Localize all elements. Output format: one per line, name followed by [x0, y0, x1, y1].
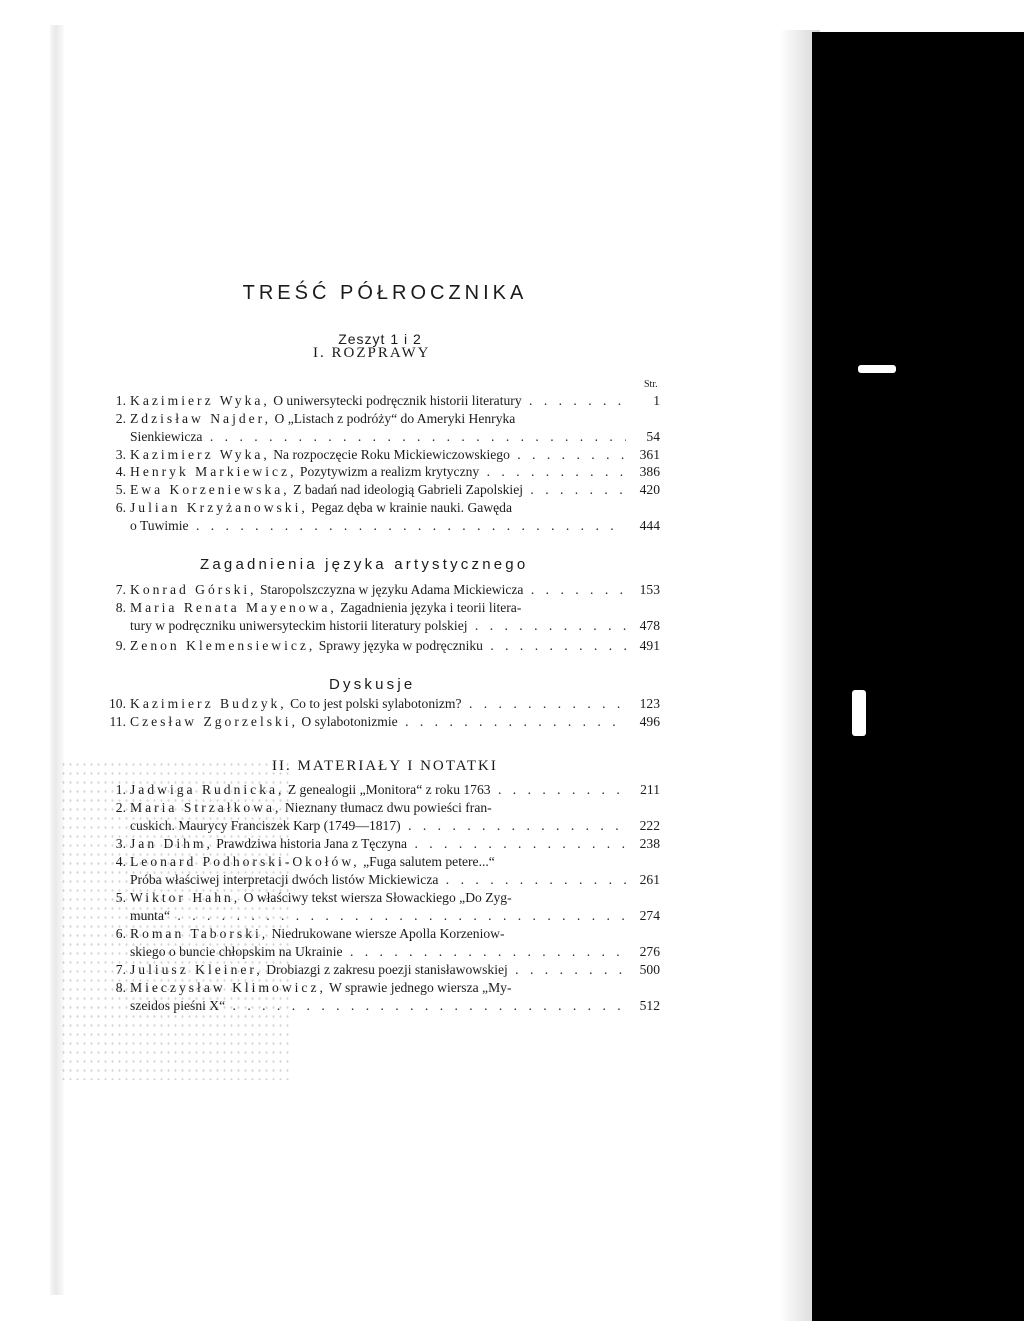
toc-entry-author: Wiktor Hahn,	[130, 890, 241, 905]
leader-dots	[401, 818, 626, 833]
toc-entry-text	[130, 392, 626, 410]
toc-entry-number: 5.	[115, 482, 126, 497]
leader-dots	[398, 714, 626, 729]
toc-entry	[104, 961, 660, 979]
toc-entry-text	[130, 599, 626, 617]
toc-entry-number: 4.	[115, 854, 126, 869]
toc-entry-text	[130, 499, 626, 517]
toc-entry-author: Juliusz Kleiner,	[130, 962, 263, 977]
toc-entry-title: tury w podręczniku uniwersyteckim historii literatury polskiej	[130, 617, 468, 633]
scan-black-border	[812, 32, 1024, 1321]
toc-entry-line	[104, 481, 660, 499]
leader-dots	[462, 696, 626, 711]
toc-entry-number: 2.	[115, 800, 126, 815]
toc-entry	[104, 637, 660, 655]
toc-entry	[104, 713, 660, 731]
section-heading-materialy: II. MATERIAŁY I NOTATKI	[272, 758, 498, 774]
toc-entry-line	[104, 463, 660, 481]
toc-entry-text	[130, 997, 626, 1015]
toc-entry-text	[130, 713, 626, 731]
toc-entry-title: Niedrukowane wiersze Apolla Korzeniow-	[271, 926, 505, 941]
toc-entry	[104, 599, 660, 634]
toc-entry-title: Pozytywizm a realizm krytyczny	[299, 464, 480, 479]
toc-entry-title: Z genealogii „Monitora“ z roku 1763	[287, 782, 491, 797]
toc-entry-text	[130, 799, 626, 817]
toc-entry-title: „Fuga salutem petere...“	[363, 854, 495, 869]
toc-entry	[104, 925, 660, 960]
leader-dots	[438, 872, 626, 887]
toc-entry-title: Prawdziwa historia Jana z Tęczyna	[216, 836, 408, 851]
toc-entry-line	[104, 871, 660, 889]
page-subtitle: Zeszyt 1 i 2	[338, 331, 422, 347]
toc-entry-text	[130, 581, 626, 599]
toc-entry-text	[130, 835, 626, 853]
toc-entry-text	[130, 781, 626, 799]
toc-entry-line	[104, 713, 660, 731]
toc-entry-page: 491	[639, 638, 660, 653]
toc-entry-title: O uniwersytecki podręcznik historii literatury	[273, 393, 522, 408]
page-title: TREŚĆ PÓŁROCZNIKA	[242, 282, 528, 304]
toc-entry-title: O „Listach z podróży“ do Ameryki Henryka	[274, 411, 516, 426]
page-column-label: Str.	[644, 379, 658, 390]
toc-entry-line	[104, 410, 660, 428]
toc-entry-line	[104, 943, 660, 961]
toc-entry-page: 386	[639, 464, 660, 479]
toc-entry-text	[130, 481, 626, 499]
toc-entry-page: 274	[639, 907, 660, 923]
toc-entry-text	[130, 428, 626, 446]
section-heading-zagadnienia: Zagadnienia języka artystycznego	[200, 556, 529, 573]
leader-dots	[202, 429, 626, 444]
toc-entry-line	[104, 499, 660, 517]
toc-entry-title: skiego o buncie chłopskim na Ukrainie	[130, 943, 343, 959]
toc-entry	[104, 581, 660, 599]
toc-entry-title: Sprawy języka w podręczniku	[318, 638, 483, 653]
toc-entry-page: 1	[653, 393, 660, 408]
toc-entry-title: O sylabotonizmie	[301, 714, 398, 729]
toc-entry	[104, 781, 660, 799]
toc-entry-text	[130, 925, 626, 943]
leader-dots	[508, 962, 626, 977]
toc-entry-line	[104, 835, 660, 853]
toc-entry-title: Pegaz dęba w krainie nauki. Gawęda	[311, 500, 513, 515]
toc-entry-author: Henryk Markiewicz,	[130, 464, 297, 479]
toc-entry-title: O właściwy tekst wiersza Słowackiego „Do Zyg-	[243, 890, 512, 905]
toc-entry-title: Zagadnienia języka i teorii litera-	[340, 600, 522, 615]
leader-dots	[483, 638, 626, 653]
toc-entry-author: Konrad Górski,	[130, 582, 257, 597]
toc-entry-title: cuskich. Maurycy Franciszek Karp (1749—1817)	[130, 817, 401, 833]
toc-entry-line	[104, 961, 660, 979]
toc-entry-title: o Tuwimie	[130, 517, 189, 533]
leader-dots	[523, 482, 626, 497]
toc-entry	[104, 410, 660, 445]
toc-entry-page: 54	[646, 428, 660, 444]
toc-entry-page: 500	[639, 962, 660, 977]
toc-entry-title: Sienkiewicza	[130, 428, 203, 444]
toc-entry-text	[130, 907, 626, 925]
toc-entry-number: 8.	[115, 980, 126, 995]
toc-entry-text	[130, 889, 626, 907]
leader-dots	[522, 393, 626, 408]
toc-entry	[104, 463, 660, 481]
toc-entry-author: Kazimierz Budzyk,	[130, 696, 287, 711]
leader-dots	[479, 464, 626, 479]
toc-entry-line	[104, 392, 660, 410]
toc-entry-text	[130, 853, 626, 871]
toc-entry	[104, 446, 660, 464]
toc-entry-title: Z badań nad ideologią Gabrieli Zapolskiej	[293, 482, 524, 497]
toc-entry-title: Próba właściwej interpretacji dwóch listów Mickiewicza	[130, 871, 439, 887]
toc-entry-author: Kazimierz Wyka,	[130, 393, 270, 408]
toc-entry	[104, 979, 660, 1014]
toc-entry-page: 420	[639, 482, 660, 497]
toc-entry-text	[130, 961, 626, 979]
toc-entry-line	[104, 979, 660, 997]
toc-entry-page: 222	[639, 817, 660, 833]
leader-dots	[343, 944, 626, 959]
toc-entry-line	[104, 817, 660, 835]
toc-entry-author: Zenon Klemensiewicz,	[130, 638, 316, 653]
leader-dots	[468, 618, 626, 633]
toc-entry	[104, 853, 660, 888]
leader-dots	[523, 582, 626, 597]
toc-entry-line	[104, 997, 660, 1015]
toc-entry-page: 211	[640, 782, 660, 797]
toc-entry-number: 1.	[115, 393, 126, 408]
toc-entry-author: Czesław Zgorzelski,	[130, 714, 298, 729]
toc-entry-title: Co to jest polski sylabotonizm?	[290, 696, 462, 711]
toc-entry-text	[130, 943, 626, 961]
toc-entry-title: munta“	[130, 907, 171, 923]
toc-entry-author: Mieczysław Klimowicz,	[130, 980, 326, 995]
toc-entry-page: 478	[639, 617, 660, 633]
toc-entry-title: szeidos pieśni X“	[130, 997, 226, 1013]
toc-entry-text	[130, 817, 626, 835]
toc-entry-author: Kazimierz Wyka,	[130, 447, 270, 462]
toc-entry-line	[104, 428, 660, 446]
toc-entry-number: 10.	[109, 696, 126, 711]
section-heading-dyskusje: Dyskusje	[329, 676, 416, 693]
toc-entry-text	[130, 446, 626, 464]
toc-entry-page: 123	[639, 696, 660, 711]
toc-entry-title: Staropolszczyzna w języku Adama Mickiewicza	[259, 582, 524, 597]
toc-entry-author: Zdzisław Najder,	[130, 411, 272, 426]
toc-entry-line	[104, 907, 660, 925]
toc-entry	[104, 889, 660, 924]
toc-entry-number: 7.	[115, 582, 126, 597]
toc-entry	[104, 835, 660, 853]
toc-entry-number: 5.	[115, 890, 126, 905]
toc-entry-page: 276	[639, 943, 660, 959]
toc-entry	[104, 799, 660, 834]
toc-entry-text	[130, 979, 626, 997]
toc-entry-text	[130, 695, 626, 713]
toc-entry-author: Jan Dihm,	[130, 836, 213, 851]
toc-entry-text	[130, 410, 626, 428]
toc-entry-number: 9.	[115, 638, 126, 653]
toc-entry-line	[104, 517, 660, 535]
toc-entry-text	[130, 617, 626, 635]
toc-entry-text	[130, 463, 626, 481]
toc-entry-line	[104, 695, 660, 713]
leader-dots	[225, 998, 626, 1013]
toc-entry-page: 444	[639, 517, 660, 533]
toc-entry-number: 6.	[115, 500, 126, 515]
toc-entry-text	[130, 517, 626, 535]
toc-entry-number: 8.	[115, 600, 126, 615]
toc-entry-author: Julian Krzyżanowski,	[130, 500, 308, 515]
toc-entry-number: 3.	[115, 836, 126, 851]
leader-dots	[510, 447, 626, 462]
toc-entry-number: 2.	[115, 411, 126, 426]
section-heading-rozprawy: I. ROZPRAWY	[313, 345, 431, 361]
toc-entry-page: 496	[639, 714, 660, 729]
toc-entry	[104, 481, 660, 499]
toc-entry-number: 1.	[115, 782, 126, 797]
toc-entry-author: Jadwiga Rudnicka,	[130, 782, 285, 797]
toc-entry-line	[104, 599, 660, 617]
toc-entry-title: Drobiazgi z zakresu poezji stanisławowskiej	[266, 962, 508, 977]
toc-entry-author: Leonard Podhorski-Okołów,	[130, 854, 360, 869]
leader-dots	[491, 782, 626, 797]
toc-entry-author: Ewa Korzeniewska,	[130, 482, 290, 497]
toc-entry-line	[104, 889, 660, 907]
toc-entry-line	[104, 799, 660, 817]
toc-entry-text	[130, 871, 626, 889]
scan-blot	[858, 365, 896, 373]
leader-dots	[407, 836, 626, 851]
toc-entry-number: 4.	[115, 464, 126, 479]
toc-entry-line	[104, 853, 660, 871]
toc-entry-page: 153	[639, 582, 660, 597]
toc-entry-number: 6.	[115, 926, 126, 941]
toc-entry-line	[104, 446, 660, 464]
toc-entry-author: Roman Taborski,	[130, 926, 269, 941]
toc-entry-number: 7.	[115, 962, 126, 977]
toc-entry-page: 512	[639, 997, 660, 1013]
toc-entry-line	[104, 581, 660, 599]
toc-entry-title: Nieznany tłumacz dwu powieści fran-	[284, 800, 492, 815]
scan-blot	[852, 690, 866, 736]
toc-entry-line	[104, 637, 660, 655]
toc-entry	[104, 695, 660, 713]
toc-entry-page: 361	[639, 447, 660, 462]
toc-entry-author: Maria Strzałkowa,	[130, 800, 282, 815]
toc-entry	[104, 392, 660, 410]
scan-left-margin	[50, 25, 64, 1295]
toc-entry-page: 238	[639, 836, 660, 851]
toc-entry-title: Na rozpoczęcie Roku Mickiewiczowskiego	[273, 447, 510, 462]
toc-entry-line	[104, 925, 660, 943]
toc-entry-number: 11.	[109, 714, 126, 729]
leader-dots	[189, 518, 626, 533]
toc-entry-line	[104, 781, 660, 799]
toc-entry-title: W sprawie jednego wiersza „My-	[329, 980, 512, 995]
toc-entry	[104, 499, 660, 534]
toc-entry-text	[130, 637, 626, 655]
toc-entry-page: 261	[639, 871, 660, 887]
toc-entry-author: Maria Renata Mayenowa,	[130, 600, 337, 615]
toc-entry-number: 3.	[115, 447, 126, 462]
leader-dots	[170, 908, 626, 923]
toc-entry-line	[104, 617, 660, 635]
